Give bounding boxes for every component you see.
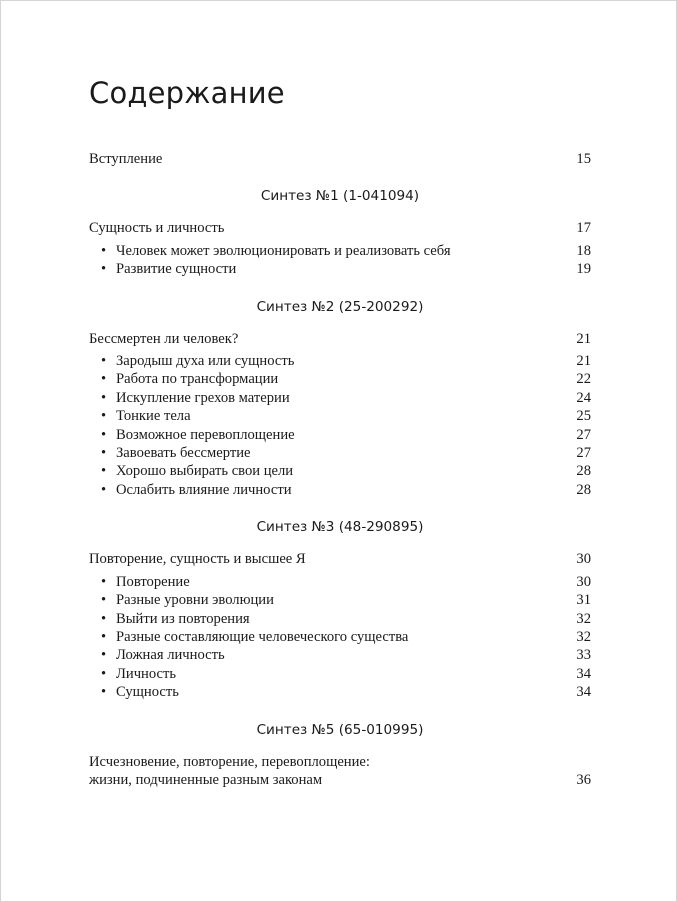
bullet-icon: • <box>101 389 107 406</box>
toc-page-number: 19 <box>576 261 591 278</box>
toc-subitem[interactable] <box>89 683 591 701</box>
toc-subitem[interactable] <box>89 242 591 260</box>
toc-chapter-text: Бессмертен ли человек? <box>89 330 239 347</box>
toc-subitem[interactable] <box>89 665 591 683</box>
bullet-icon: • <box>101 261 107 278</box>
toc-subitem-text: Искупление грехов материи <box>116 389 290 406</box>
toc-subitem-text: Работа по трансформации <box>116 371 279 388</box>
toc-chapter[interactable] <box>89 550 591 568</box>
toc-subitem[interactable] <box>89 426 591 444</box>
toc-subitem[interactable] <box>89 481 591 499</box>
toc-subitem-text: Хорошо выбирать свои цели <box>116 463 294 480</box>
toc-subitem[interactable] <box>89 407 591 425</box>
toc-page-number: 28 <box>576 481 591 498</box>
bullet-icon: • <box>101 573 107 590</box>
section-heading: Синтез №5 (65-010995) <box>256 721 424 738</box>
toc-page-number: 21 <box>576 330 591 347</box>
toc-subitem[interactable] <box>89 573 591 591</box>
toc-chapter-text-line2: жизни, подчиненные разным законам <box>89 771 323 788</box>
toc-subitem-text: Развитие сущности <box>116 261 237 278</box>
toc-page-number: 27 <box>576 445 591 462</box>
toc-subitem[interactable] <box>89 370 591 388</box>
toc-entry-text: Вступление <box>89 151 163 167</box>
toc-page-number: 32 <box>576 610 591 627</box>
toc-subitem-text: Ложная личность <box>116 647 225 664</box>
section-heading: Синтез №2 (25-200292) <box>256 298 424 315</box>
toc-subitem-text: Выйти из повторения <box>116 610 250 627</box>
toc-page-number: 30 <box>576 573 591 590</box>
toc-chapter[interactable] <box>89 753 591 790</box>
section-heading: Синтез №1 (1-041094) <box>260 188 420 205</box>
toc-page-number: 34 <box>576 665 591 682</box>
toc-page-number: 21 <box>576 353 591 370</box>
toc-subitem[interactable] <box>89 260 591 278</box>
toc-subitem-text: Тонкие тела <box>116 408 191 425</box>
bullet-icon: • <box>101 371 107 388</box>
toc-page-number: 33 <box>576 647 591 664</box>
toc-subitem-text: Человек может эволюционировать и реализовать себя <box>116 242 451 259</box>
toc-page-number: 25 <box>576 408 591 425</box>
toc-page-number: 30 <box>576 551 591 568</box>
toc-page-number: 34 <box>576 684 591 701</box>
bullet-icon: • <box>101 665 107 682</box>
bullet-icon: • <box>101 481 107 498</box>
toc-page-number: 27 <box>576 426 591 443</box>
toc-subitem[interactable] <box>89 591 591 609</box>
bullet-icon: • <box>101 610 107 627</box>
toc-page-number: 36 <box>576 771 591 788</box>
bullet-icon: • <box>101 408 107 425</box>
toc-page-number: 28 <box>576 463 591 480</box>
bullet-icon: • <box>101 647 107 664</box>
toc-page-number: 18 <box>576 242 591 259</box>
toc-subitem[interactable] <box>89 462 591 480</box>
toc-chapter[interactable] <box>89 330 591 348</box>
toc-subitem-text: Зародыш духа или сущность <box>116 353 295 370</box>
toc-subitem[interactable] <box>89 352 591 370</box>
toc-page-number: 31 <box>576 592 591 609</box>
bullet-icon: • <box>101 592 107 609</box>
toc-subitem-text: Разные составляющие человеческого существа <box>116 628 409 645</box>
toc-page-number: 32 <box>576 628 591 645</box>
toc-chapter[interactable] <box>89 219 591 237</box>
bullet-icon: • <box>101 445 107 462</box>
toc-subitem-text: Возможное перевоплощение <box>116 426 295 443</box>
toc-subitem-text: Повторение <box>116 573 190 590</box>
toc-subitem[interactable] <box>89 646 591 664</box>
toc-subitem-text: Завоевать бессмертие <box>116 445 251 462</box>
toc-page-number: 17 <box>576 220 591 237</box>
toc-page-number: 22 <box>576 371 591 388</box>
table-of-contents <box>89 150 591 789</box>
toc-subitem-text: Ослабить влияние личности <box>116 481 292 498</box>
toc-subitem-text: Разные уровни эволюции <box>116 592 274 609</box>
bullet-icon: • <box>101 242 107 259</box>
toc-chapter-text: Сущность и личность <box>89 220 225 237</box>
bullet-icon: • <box>101 426 107 443</box>
toc-page-number: 24 <box>576 389 591 406</box>
toc-subitem[interactable] <box>89 628 591 646</box>
toc-subitem-text: Сущность <box>116 684 179 701</box>
bullet-icon: • <box>101 628 107 645</box>
bullet-icon: • <box>101 353 107 370</box>
bullet-icon: • <box>101 463 107 480</box>
bullet-icon: • <box>101 684 107 701</box>
toc-subitem[interactable] <box>89 389 591 407</box>
toc-subitem[interactable] <box>89 610 591 628</box>
toc-chapter-text-line1: Исчезновение, повторение, перевоплощение: <box>89 753 370 770</box>
page-title: Содержание <box>89 76 285 110</box>
toc-subitem[interactable] <box>89 444 591 462</box>
toc-entry-intro[interactable] <box>89 150 591 168</box>
toc-chapter-text: Повторение, сущность и высшее Я <box>89 551 306 568</box>
toc-page-number: 15 <box>576 151 591 167</box>
toc-subitem-text: Личность <box>116 665 177 682</box>
section-heading: Синтез №3 (48-290895) <box>256 519 424 536</box>
